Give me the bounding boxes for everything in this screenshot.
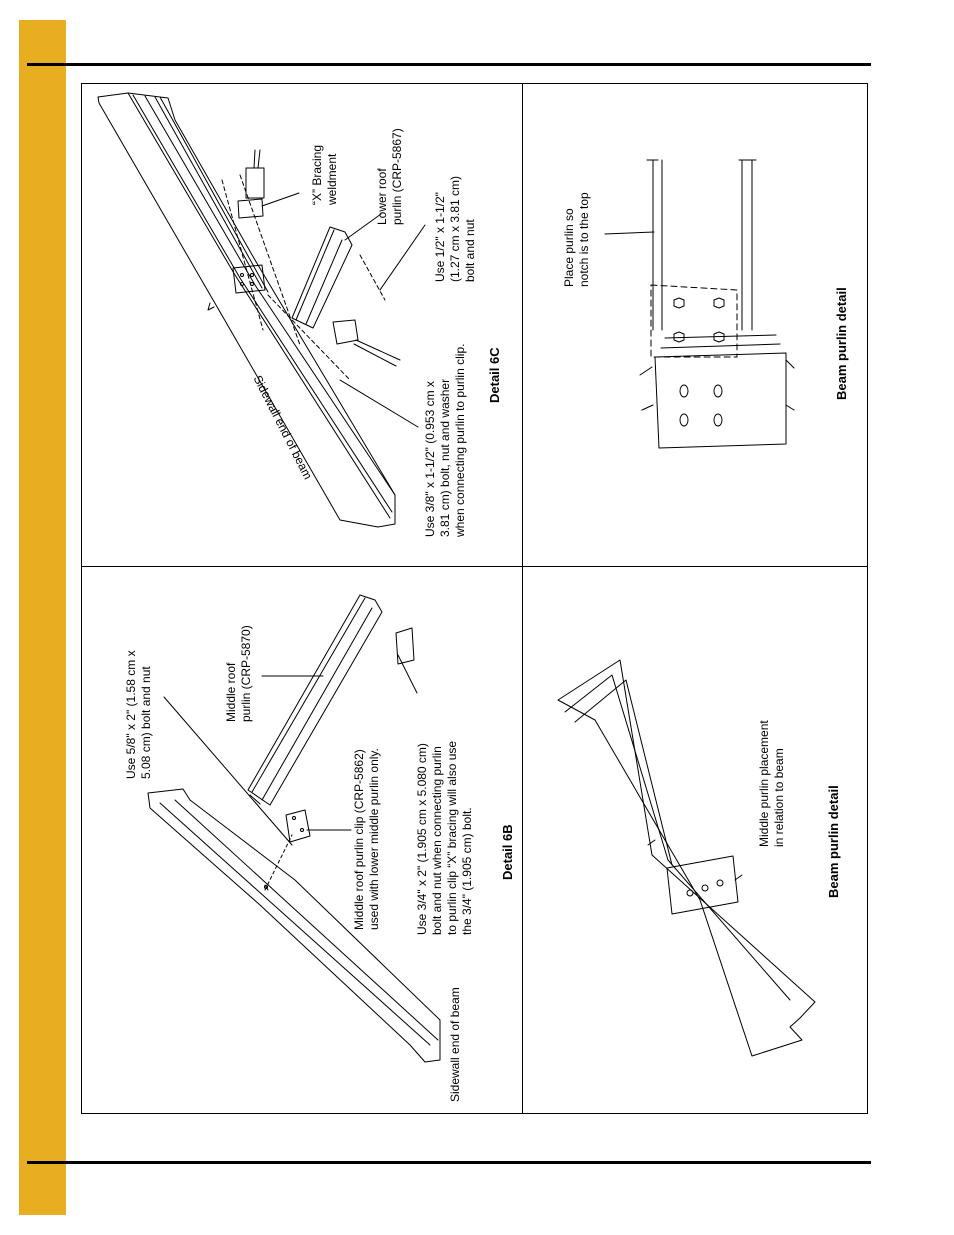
place-purlin-note: Place purlin so notch is to the top [562, 192, 591, 287]
detail-6b-caption: Detail 6B [500, 824, 515, 880]
bolt-holes-round [680, 385, 722, 426]
purlin-clip-label: Middle roof purlin clip (CRP-5862) used with lower middle purlin only. [352, 748, 381, 930]
sidewall-end-label-6b: Sidewall end of beam [448, 987, 462, 1102]
bolt-5-8-label: Use 5/8" x 2" (1.58 cm x 5.08 cm) bolt and nut [124, 650, 153, 779]
sidewall-end-label-6c: Sidewall end of beam [250, 373, 316, 482]
bracket-6c [333, 320, 358, 344]
bolt-3-4-label: Use 3/4" x 2" (1.905 cm x 5.080 cm) bolt and nut when connecting purlin to purlin clip “X” bracing will also use the 3/4" (1.905 cm) bolt. [415, 740, 474, 935]
clip-plate-small [238, 199, 263, 218]
middle-purlin-label: Middle roof purlin (CRP-5870) [224, 625, 253, 722]
lower-purlin-label: Lower roof purlin (CRP-5867) [375, 128, 404, 225]
purlin-clip-6b [286, 810, 310, 842]
beam-purlin-right-drawing [605, 160, 794, 448]
x-bracing-weldment [246, 168, 264, 198]
bolt-3-8-label: Use 3/8" x 1-1/2" (0.953 cm x 3.81 cm) bolt, nut and washer when connecting purlin to purlin clip. [423, 343, 467, 537]
x-bracing-label: “X” Bracing weldment [310, 144, 339, 205]
beam-purlin-left-caption: Beam purlin detail [826, 785, 841, 898]
detail-6c-caption: Detail 6C [487, 347, 502, 403]
bracket-6b [396, 628, 414, 664]
middle-purlin-placement-note: Middle purlin placement in relation to beam [757, 720, 786, 847]
beam-purlin-right-caption: Beam purlin detail [834, 287, 849, 400]
beam-6c [98, 93, 395, 527]
splice-plate [667, 856, 738, 914]
beam-6b [148, 789, 440, 1062]
bolt-holes-hex [674, 298, 724, 342]
lower-roof-purlin [292, 227, 352, 328]
detail-6b-drawing [148, 595, 440, 1062]
bolt-half-inch-label: Use 1/2" x 1-1/2" (1.27 cm x 3.81 cm) bolt and nut [433, 175, 477, 282]
